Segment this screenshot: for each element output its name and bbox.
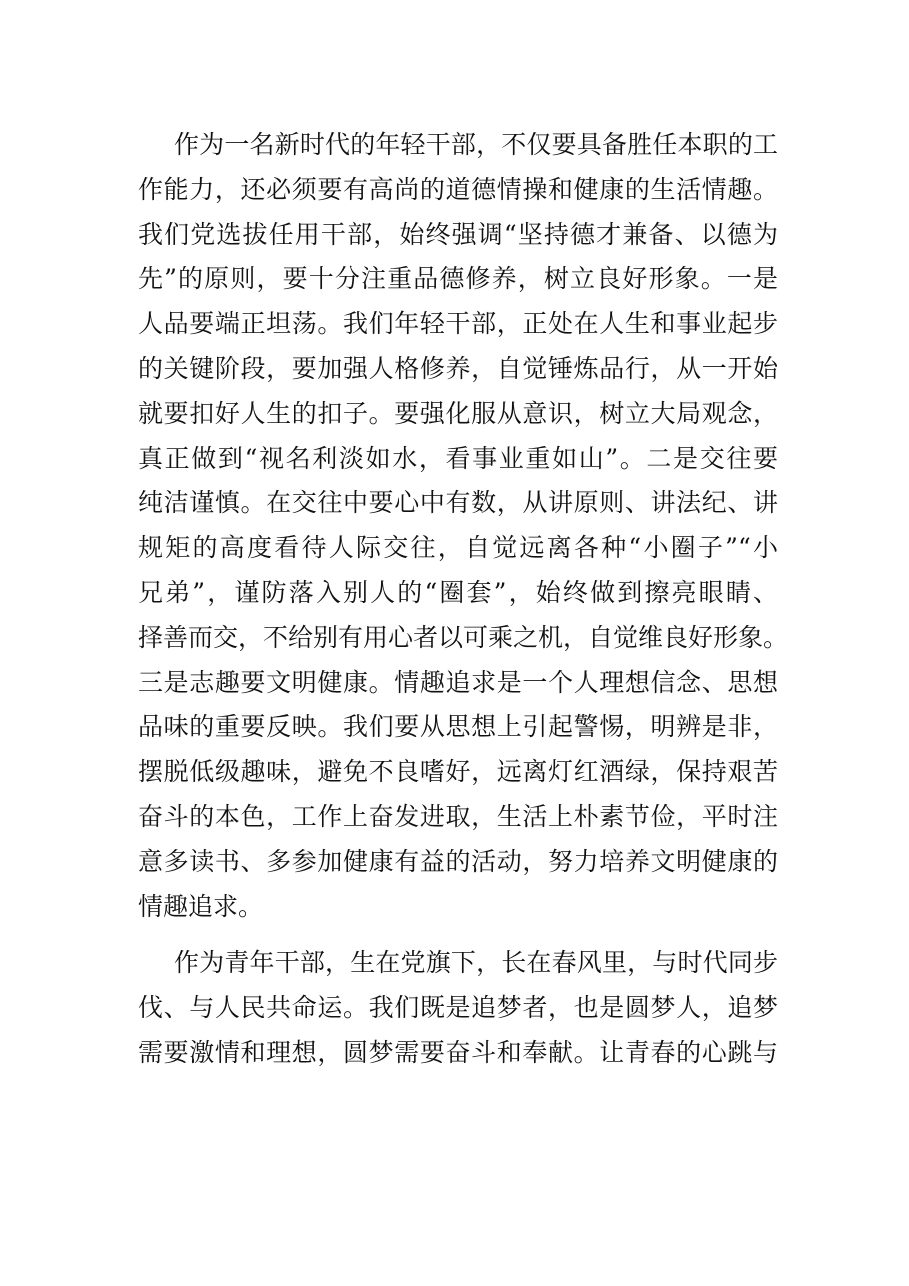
text-line: 意多读书、多参加健康有益的活动，努力培养文明健康的 (138, 846, 778, 876)
text-line: 作为青年干部，生在党旗下，长在春风里，与时代同步 (174, 948, 778, 978)
paragraph-2 (138, 941, 778, 1075)
text-line: 规矩的高度看待人际交往，自觉远离各种“小圈子”“小 (138, 533, 778, 563)
text-line: 择善而交，不给别有用心者以可乘之机，自觉维良好形象。 (138, 622, 789, 652)
text-line: 我们党选拔任用干部，始终强调“坚持德才兼备、以德为 (138, 219, 778, 249)
text-line: 摆脱低级趣味，避免不良嗜好，远离灯红酒绿，保持艰苦 (138, 757, 778, 787)
paragraph-1 (138, 123, 789, 929)
text-line: 兄弟”，谨防落入别人的“圈套”，始终做到擦亮眼睛、 (138, 577, 778, 607)
text-line: 的关键阶段，要加强人格修养，自觉锤炼品行，从一开始 (138, 353, 778, 383)
text-line: 人品要端正坦荡。我们年轻干部，正处在人生和事业起步 (138, 309, 778, 339)
text-line: 就要扣好人生的扣子。要强化服从意识，树立大局观念， (138, 398, 778, 428)
text-line: 需要激情和理想，圆梦需要奋斗和奉献。让青春的心跳与 (138, 1037, 778, 1067)
text-line: 作为一名新时代的年轻干部，不仅要具备胜任本职的工 (174, 130, 778, 159)
text-line: 情趣追求。 (138, 891, 264, 921)
text-line: 纯洁谨慎。在交往中要心中有数，从讲原则、讲法纪、讲 (138, 488, 778, 518)
paragraph-spacer (138, 929, 778, 941)
text-line: 三是志趣要文明健康。情趣追求是一个人理想信念、思想 (138, 667, 778, 697)
text-line: 奋斗的本色，工作上奋发进取，生活上朴素节俭，平时注 (138, 801, 778, 831)
text-line: 作能力，还必须要有高尚的道德情操和健康的生活情趣。 (138, 174, 778, 204)
text-line: 品味的重要反映。我们要从思想上引起警惕，明辨是非， (138, 712, 778, 742)
text-line: 真正做到“视名利淡如水，看事业重如山”。二是交往要 (138, 443, 778, 473)
text-line: 先”的原则，要十分注重品德修养，树立良好形象。一是 (138, 264, 778, 294)
text-line: 伐、与人民共命运。我们既是追梦者，也是圆梦人，追梦 (138, 993, 778, 1023)
document-body (138, 123, 789, 1076)
